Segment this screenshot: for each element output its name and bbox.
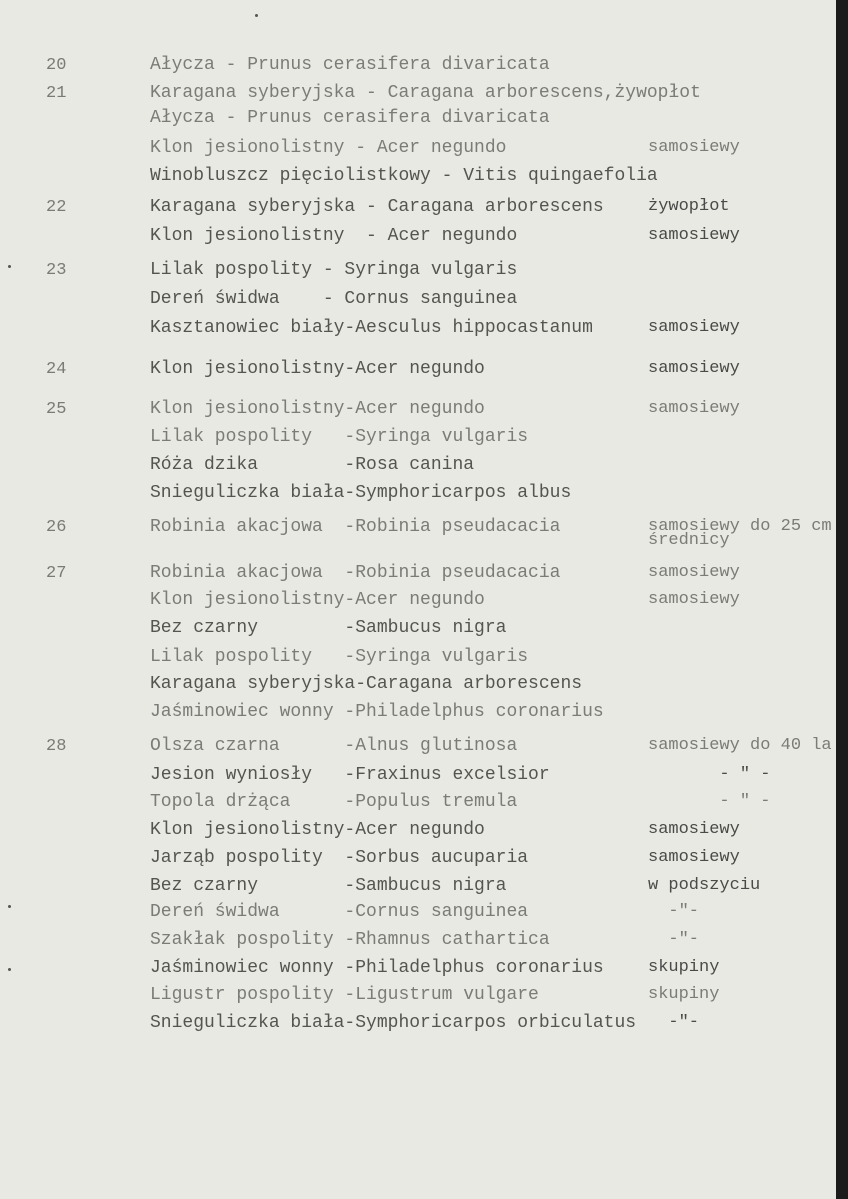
species-line: Klon jesionolistny-Acer negundo xyxy=(150,590,485,610)
species-line: Kasztanowiec biały-Aesculus hippocastanum xyxy=(150,318,593,338)
species-line: Lilak pospolity -Syringa vulgaris xyxy=(150,427,529,447)
species-note: samosiewy do 25 cm średnicy xyxy=(648,517,832,550)
species-note: samosiewy xyxy=(648,318,740,337)
speck xyxy=(8,968,11,971)
species-note: samosiewy xyxy=(648,399,740,418)
species-line: Dereń świdwa -Cornus sanguinea xyxy=(150,902,529,922)
species-line: Winobluszcz pięciolistkowy - Vitis quingaefolia xyxy=(150,166,658,186)
species-line: Bez czarny -Sambucus nigra xyxy=(150,618,507,638)
species-note: - " - xyxy=(648,792,771,811)
species-note: żywopłot xyxy=(648,197,730,216)
species-line: Robinia akacjowa -Robinia pseudacacia xyxy=(150,563,561,583)
species-line: Dereń świdwa - Cornus sanguinea xyxy=(150,289,518,309)
species-note: samosiewy xyxy=(648,848,740,867)
species-note: -"- xyxy=(648,902,700,921)
species-line: Lilak pospolity -Syringa vulgaris xyxy=(150,647,529,667)
entry-number: 26 xyxy=(46,518,67,537)
species-line: Klon jesionolistny-Acer negundo xyxy=(150,359,485,379)
species-line: Szakłak pospolity -Rhamnus cathartica xyxy=(150,930,550,950)
species-line: Lilak pospolity - Syringa vulgaris xyxy=(150,260,518,280)
entry-number: 21 xyxy=(46,84,67,103)
species-note: -"- xyxy=(648,1013,700,1032)
species-line: Ligustr pospolity -Ligustrum vulgare xyxy=(150,985,539,1005)
species-line: Snieguliczka biała-Symphoricarpos orbiculatus xyxy=(150,1013,637,1033)
entry-number: 22 xyxy=(46,198,67,217)
species-line: Snieguliczka biała-Symphoricarpos albus xyxy=(150,483,572,503)
entry-number: 25 xyxy=(46,400,67,419)
species-line: Olsza czarna -Alnus glutinosa xyxy=(150,736,518,756)
species-line: Klon jesionolistny - Acer negundo xyxy=(150,226,518,246)
species-line: Jarząb pospolity -Sorbus aucuparia xyxy=(150,848,529,868)
species-note: samosiewy xyxy=(648,138,740,157)
species-line: Bez czarny -Sambucus nigra xyxy=(150,876,507,896)
species-line: Robinia akacjowa -Robinia pseudacacia xyxy=(150,517,561,537)
species-line: Topola drżąca -Populus tremula xyxy=(150,792,518,812)
species-note: skupiny xyxy=(648,985,720,1004)
species-line: Róża dzika -Rosa canina xyxy=(150,455,475,475)
entry-number: 27 xyxy=(46,564,67,583)
species-line: Jaśminowiec wonny -Philadelphus coronarius xyxy=(150,702,604,722)
species-line: Klon jesionolistny - Acer negundo xyxy=(150,138,507,158)
species-line: Karagana syberyjska - Caragana arborescens,żywopłot xyxy=(150,83,701,103)
species-line: Ałycza - Prunus cerasifera divaricata xyxy=(150,55,550,75)
entry-number: 20 xyxy=(46,56,67,75)
species-line: Jaśminowiec wonny -Philadelphus coronarius xyxy=(150,958,604,978)
species-line: Karagana syberyjska-Caragana arborescens xyxy=(150,674,583,694)
species-line: Karagana syberyjska - Caragana arborescens xyxy=(150,197,604,217)
species-note: - " - xyxy=(648,765,771,784)
species-note: -"- xyxy=(648,930,700,949)
species-note: skupiny xyxy=(648,958,720,977)
speck xyxy=(8,905,11,908)
species-line: Jesion wyniosły -Fraxinus excelsior xyxy=(150,765,550,785)
entry-number: 28 xyxy=(46,737,67,756)
entry-number: 23 xyxy=(46,261,67,280)
scan-page-edge xyxy=(836,0,848,1199)
entry-number: 24 xyxy=(46,360,67,379)
species-note: samosiewy xyxy=(648,590,740,609)
species-note: w podszyciu xyxy=(648,876,761,895)
speck xyxy=(8,265,11,268)
species-note: samosiewy xyxy=(648,226,740,245)
species-line: Ałycza - Prunus cerasifera divaricata xyxy=(150,108,550,128)
species-line: Klon jesionolistny-Acer negundo xyxy=(150,820,485,840)
species-note: samosiewy xyxy=(648,563,740,582)
species-line: Klon jesionolistny-Acer negundo xyxy=(150,399,485,419)
species-note: samosiewy xyxy=(648,820,740,839)
speck xyxy=(255,14,258,17)
species-note: samosiewy do 40 la xyxy=(648,736,832,755)
species-note: samosiewy xyxy=(648,359,740,378)
